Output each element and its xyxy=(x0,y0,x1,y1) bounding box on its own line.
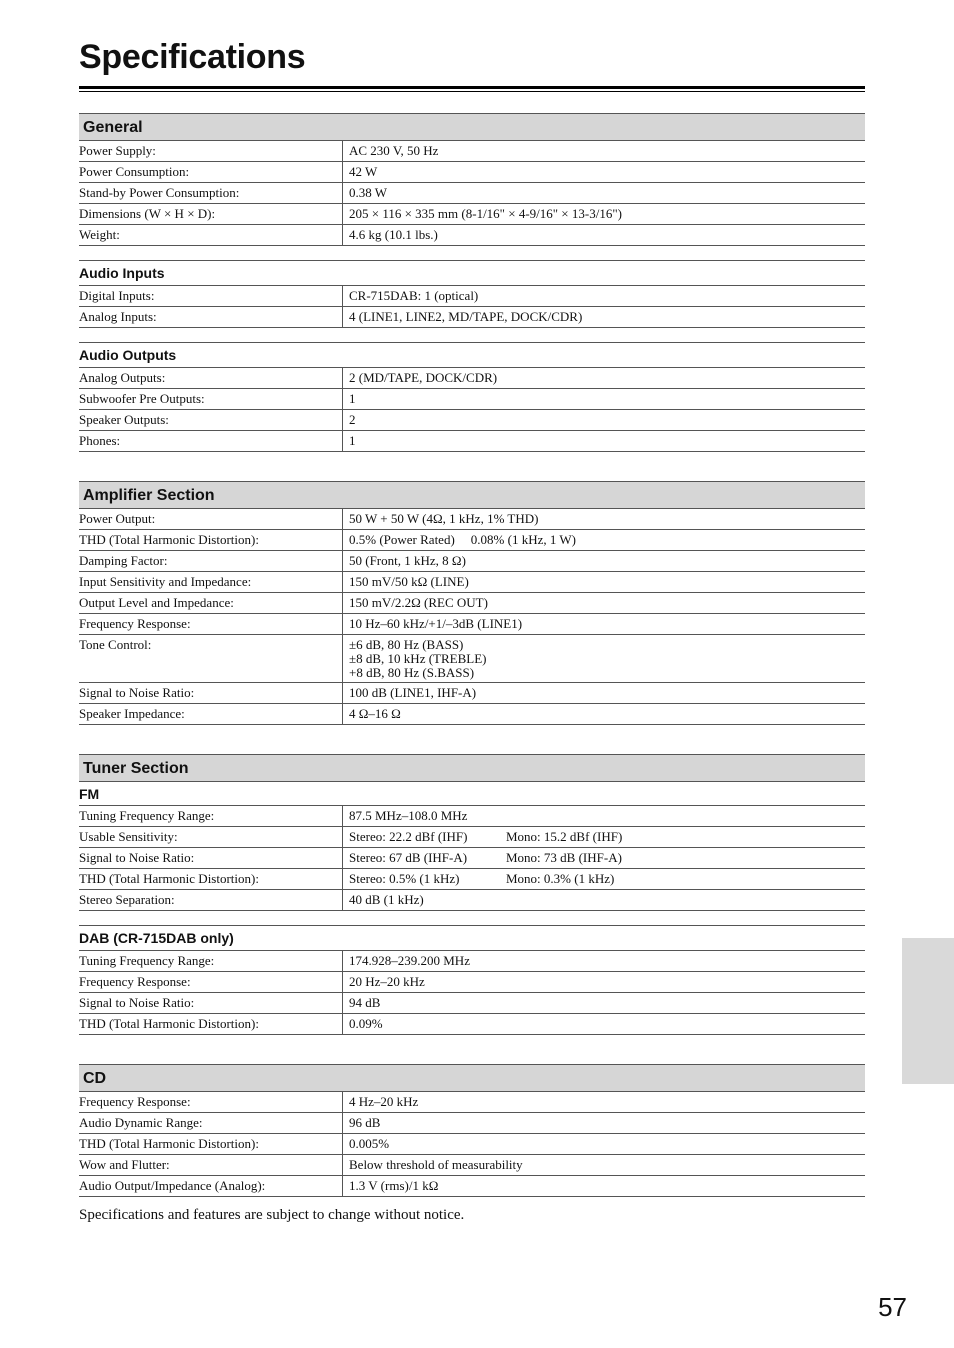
spec-label: Wow and Flutter: xyxy=(79,1157,170,1172)
spec-value-text: 94 dB xyxy=(349,995,381,1010)
spec-value-text: 2 (MD/TAPE, DOCK/CDR) xyxy=(349,370,498,385)
table-row xyxy=(79,431,865,452)
spec-value xyxy=(342,389,865,409)
spec-value-text: 1 xyxy=(349,391,356,406)
table-row xyxy=(79,1092,865,1113)
footer-note: Specifications and features are subject to change without notice. xyxy=(79,1207,465,1223)
section-header-general: General xyxy=(79,113,865,141)
amplifier-rows xyxy=(79,509,865,635)
spec-label: Signal to Noise Ratio: xyxy=(79,685,195,700)
spec-value xyxy=(342,183,865,203)
subheader-dab: DAB (CR-715DAB only) xyxy=(79,925,865,951)
subheader-fm: FM xyxy=(79,782,865,806)
spec-value-text: 0.38 W xyxy=(349,185,388,200)
side-tab xyxy=(902,938,954,1084)
title-rule xyxy=(79,86,865,89)
table-row xyxy=(79,368,865,389)
spec-value xyxy=(342,704,865,724)
spec-label: Signal to Noise Ratio: xyxy=(79,995,195,1010)
spec-label: THD (Total Harmonic Distortion): xyxy=(79,871,259,886)
cd-rows xyxy=(79,1092,865,1197)
spec-value xyxy=(342,993,865,1013)
spec-value-secondary: Mono: 73 dB (IHF-A) xyxy=(506,850,622,865)
spec-label: Tone Control: xyxy=(79,637,152,652)
spec-value xyxy=(342,204,865,224)
table-row xyxy=(79,141,865,162)
spec-value xyxy=(342,827,865,847)
spec-value-text: 87.5 MHz–108.0 MHz xyxy=(349,808,468,823)
amplifier-rows-after xyxy=(79,683,865,725)
spec-label: THD (Total Harmonic Distortion): xyxy=(79,1136,259,1151)
spec-value xyxy=(342,683,865,703)
spec-label: Tuning Frequency Range: xyxy=(79,808,215,823)
spec-value-text: 20 Hz–20 kHz xyxy=(349,974,425,989)
spec-value-text: 4 (LINE1, LINE2, MD/TAPE, DOCK/CDR) xyxy=(349,309,583,324)
spec-label: Signal to Noise Ratio: xyxy=(79,850,195,865)
spec-value-text: 2 xyxy=(349,412,356,427)
tone-line: ±8 dB, 10 kHz (TREBLE) xyxy=(349,651,487,666)
spec-value-secondary: Mono: 0.3% (1 kHz) xyxy=(506,871,615,886)
table-row xyxy=(79,951,865,972)
spec-value-text: 174.928–239.200 MHz xyxy=(349,953,470,968)
spec-value-text: Stereo: 67 dB (IHF-A) xyxy=(349,850,468,865)
spec-value xyxy=(342,890,865,910)
spec-label: Audio Dynamic Range: xyxy=(79,1115,203,1130)
spec-value xyxy=(342,869,865,889)
spec-value-secondary: Mono: 15.2 dBf (IHF) xyxy=(506,829,623,844)
spec-value xyxy=(342,530,865,550)
spec-label: Stereo Separation: xyxy=(79,892,175,907)
table-row xyxy=(79,1134,865,1155)
spec-value-text: 4.6 kg (10.1 lbs.) xyxy=(349,227,438,242)
table-row xyxy=(79,389,865,410)
table-row xyxy=(79,704,865,725)
table-row xyxy=(79,509,865,530)
table-row xyxy=(79,1176,865,1197)
title-rule-thin xyxy=(79,91,865,92)
spec-value-text: 205 × 116 × 335 mm (8-1/16" × 4-9/16" × 13-3/16") xyxy=(349,206,622,221)
table-row xyxy=(79,635,865,683)
table-row xyxy=(79,551,865,572)
spec-label: Phones: xyxy=(79,433,121,448)
spec-label: Tuning Frequency Range: xyxy=(79,953,215,968)
spec-value-text: Stereo: 22.2 dBf (IHF) xyxy=(349,829,468,844)
spec-value-text: AC 230 V, 50 Hz xyxy=(349,143,439,158)
spec-value-text: 96 dB xyxy=(349,1115,381,1130)
table-row xyxy=(79,972,865,993)
spec-value-text: 1.3 V (rms)/1 kΩ xyxy=(349,1178,439,1193)
spec-value xyxy=(342,1155,865,1175)
spec-label: Power Output: xyxy=(79,511,156,526)
table-row xyxy=(79,572,865,593)
spec-label: Frequency Response: xyxy=(79,1094,191,1109)
spec-value xyxy=(342,848,865,868)
spec-value-secondary: 0.08% (1 kHz, 1 W) xyxy=(470,532,576,547)
table-row xyxy=(79,183,865,204)
specifications-table xyxy=(79,113,865,1197)
spec-label: Speaker Outputs: xyxy=(79,412,169,427)
subheader-audio-inputs: Audio Inputs xyxy=(79,260,865,286)
audio-outputs-rows xyxy=(79,368,865,452)
spec-value xyxy=(342,1092,865,1112)
spec-label: Digital Inputs: xyxy=(79,288,155,303)
spec-value xyxy=(342,307,865,327)
table-row xyxy=(79,593,865,614)
spec-label: Audio Output/Impedance (Analog): xyxy=(79,1178,266,1193)
dab-rows xyxy=(79,951,865,1035)
spec-value xyxy=(342,806,865,826)
spec-value-text: 0.005% xyxy=(349,1136,390,1151)
spec-value-text: 42 W xyxy=(349,164,378,179)
spec-label: THD (Total Harmonic Distortion): xyxy=(79,532,259,547)
section-header-amplifier: Amplifier Section xyxy=(79,481,865,509)
general-rows xyxy=(79,141,865,246)
subheader-audio-outputs: Audio Outputs xyxy=(79,342,865,368)
spec-value xyxy=(342,1113,865,1133)
spec-value-text: 1 xyxy=(349,433,356,448)
table-row xyxy=(79,614,865,635)
spec-label: Dimensions (W × H × D): xyxy=(79,206,216,221)
page-number: 57 xyxy=(878,1292,907,1322)
spec-value-text: CR-715DAB: 1 (optical) xyxy=(349,288,479,303)
table-row xyxy=(79,848,865,869)
spec-label: THD (Total Harmonic Distortion): xyxy=(79,1016,259,1031)
spec-value xyxy=(342,1176,865,1196)
spec-label: Input Sensitivity and Impedance: xyxy=(79,574,252,589)
section-header-tuner: Tuner Section xyxy=(79,754,865,782)
spec-value xyxy=(342,286,865,306)
spec-label: Analog Outputs: xyxy=(79,370,166,385)
spec-value xyxy=(342,551,865,571)
fm-rows xyxy=(79,806,865,911)
spec-value xyxy=(342,225,865,245)
spec-label: Stand-by Power Consumption: xyxy=(79,185,240,200)
audio-inputs-rows xyxy=(79,286,865,328)
spec-value xyxy=(342,593,865,613)
table-row xyxy=(79,1014,865,1035)
table-row xyxy=(79,806,865,827)
spec-value xyxy=(342,635,865,682)
spec-label: Output Level and Impedance: xyxy=(79,595,234,610)
spec-value xyxy=(342,431,865,451)
spec-label: Frequency Response: xyxy=(79,974,191,989)
spec-value-text: 0.09% xyxy=(349,1016,383,1031)
spec-value-text: 0.5% (Power Rated) xyxy=(349,532,455,547)
spec-value-text: Below threshold of measurability xyxy=(349,1157,523,1172)
table-row xyxy=(79,204,865,225)
spec-value xyxy=(342,410,865,430)
tone-line: +8 dB, 80 Hz (S.BASS) xyxy=(349,665,475,680)
spec-value xyxy=(342,972,865,992)
spec-value xyxy=(342,1134,865,1154)
table-row xyxy=(79,410,865,431)
spec-value-text: 4 Ω–16 Ω xyxy=(349,706,401,721)
table-row xyxy=(79,1155,865,1176)
table-row xyxy=(79,162,865,183)
table-row xyxy=(79,827,865,848)
table-row xyxy=(79,993,865,1014)
spec-value-text: 150 mV/2.2Ω (REC OUT) xyxy=(349,595,488,610)
spec-value-text: 50 (Front, 1 kHz, 8 Ω) xyxy=(349,553,466,568)
spec-label: Power Consumption: xyxy=(79,164,190,179)
spec-value-text: 50 W + 50 W (4Ω, 1 kHz, 1% THD) xyxy=(349,511,539,526)
spec-value xyxy=(342,141,865,161)
table-row xyxy=(79,530,865,551)
spec-value-text: Stereo: 0.5% (1 kHz) xyxy=(349,871,460,886)
spec-value xyxy=(342,509,865,529)
spec-label: Subwoofer Pre Outputs: xyxy=(79,391,205,406)
spec-value xyxy=(342,614,865,634)
spec-label: Analog Inputs: xyxy=(79,309,157,324)
spec-value xyxy=(342,572,865,592)
spec-value xyxy=(342,951,865,971)
table-row xyxy=(79,869,865,890)
spec-value-text: 4 Hz–20 kHz xyxy=(349,1094,419,1109)
spec-value xyxy=(342,162,865,182)
spec-value-text: 40 dB (1 kHz) xyxy=(349,892,424,907)
table-row xyxy=(79,307,865,328)
tone-line: ±6 dB, 80 Hz (BASS) xyxy=(349,637,464,652)
page-title: Specifications xyxy=(79,38,306,76)
spec-value xyxy=(342,368,865,388)
spec-label: Power Supply: xyxy=(79,143,156,158)
spec-value xyxy=(342,1014,865,1034)
spec-label: Weight: xyxy=(79,227,120,242)
spec-label: Usable Sensitivity: xyxy=(79,829,178,844)
spec-value-text: 150 mV/50 kΩ (LINE) xyxy=(349,574,469,589)
spec-label: Speaker Impedance: xyxy=(79,706,185,721)
table-row xyxy=(79,225,865,246)
spec-label: Damping Factor: xyxy=(79,553,168,568)
spec-value-text: 10 Hz–60 kHz/+1/–3dB (LINE1) xyxy=(349,616,523,631)
table-row xyxy=(79,286,865,307)
spec-value-text: 100 dB (LINE1, IHF-A) xyxy=(349,685,477,700)
section-header-cd: CD xyxy=(79,1064,865,1092)
table-row xyxy=(79,890,865,911)
table-row xyxy=(79,683,865,704)
spec-label: Frequency Response: xyxy=(79,616,191,631)
table-row xyxy=(79,1113,865,1134)
